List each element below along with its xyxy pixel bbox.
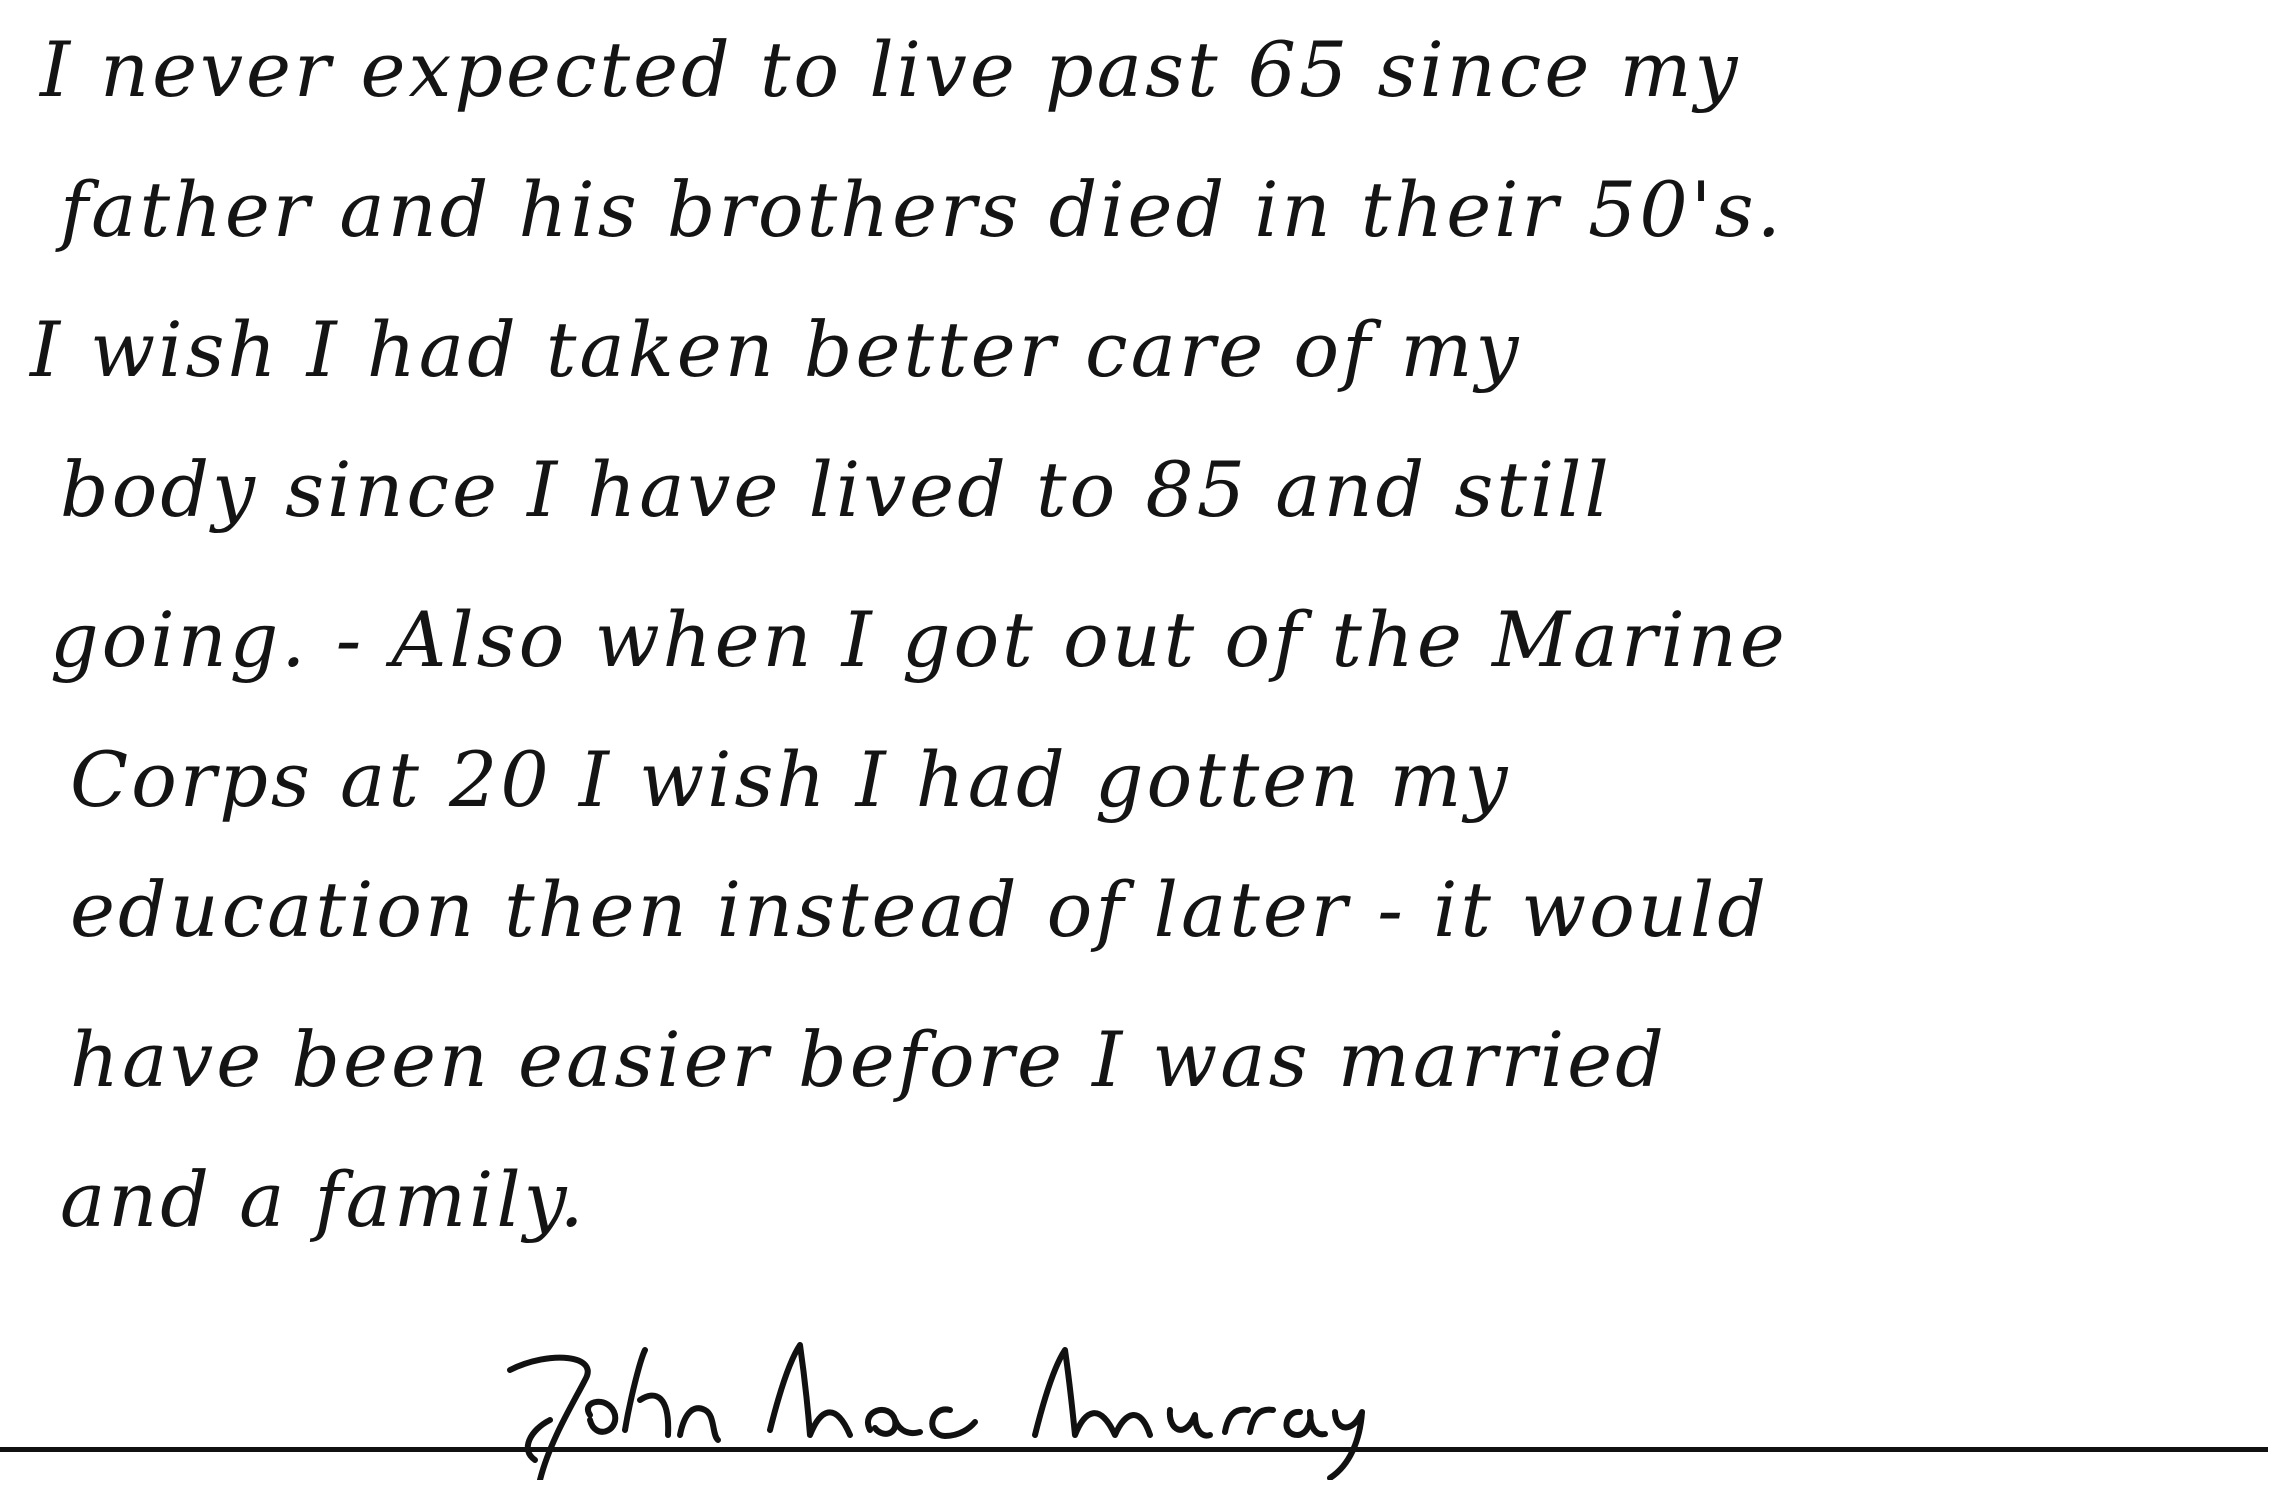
note-line: education then instead of later - it would xyxy=(70,865,1769,954)
note-line: and a family. xyxy=(60,1155,587,1244)
note-line: father and his brothers died in their 50's. xyxy=(60,165,1784,254)
note-line: I never expected to live past 65 since my xyxy=(40,25,1741,114)
note-line: body since I have lived to 85 and still xyxy=(60,445,1612,534)
signature-scribble xyxy=(490,1340,1390,1480)
note-line: Corps at 20 I wish I had gotten my xyxy=(70,735,1511,824)
note-line: have been easier before I was married xyxy=(70,1015,1667,1104)
note-line: I wish I had taken better care of my xyxy=(30,305,1522,394)
signature-baseline xyxy=(0,1447,2268,1452)
note-line: going. - Also when I got out of the Marine xyxy=(50,595,1788,684)
signature xyxy=(490,1340,1390,1480)
